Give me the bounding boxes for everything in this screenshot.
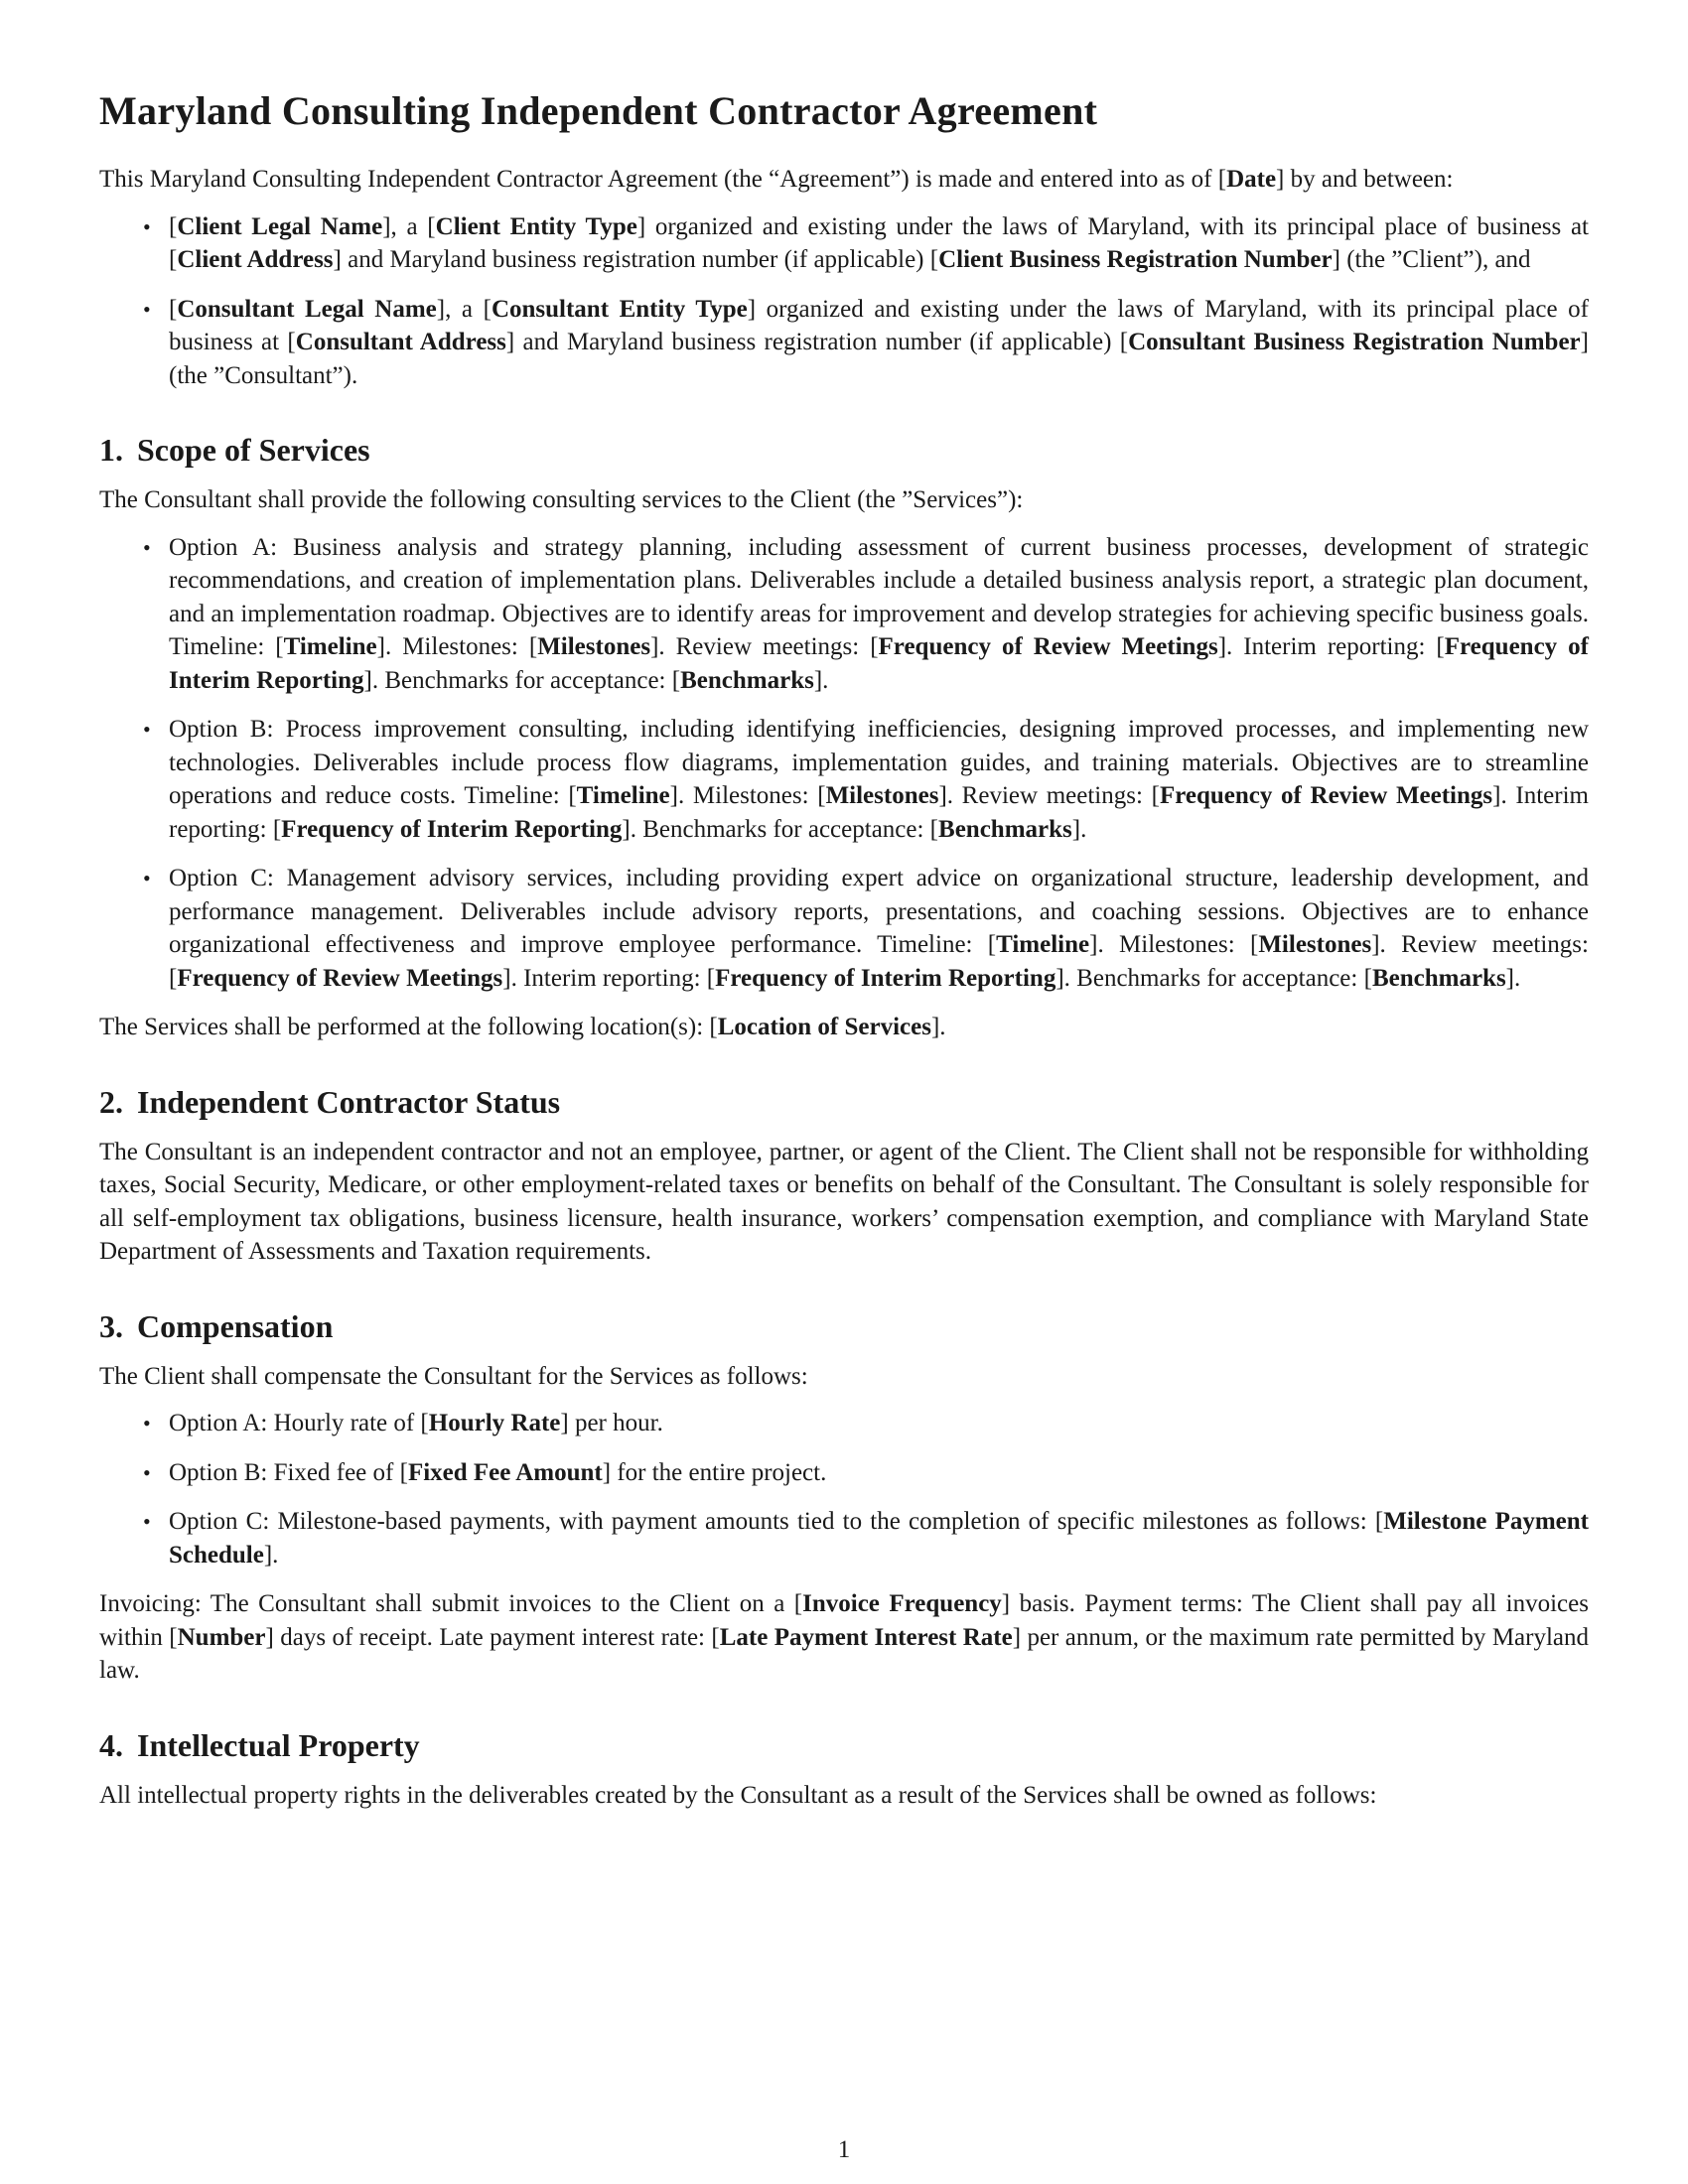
text: ] and Maryland business registration number (if applicable) [	[505, 329, 1129, 355]
text: ]. Interim reporting: [	[169, 782, 1589, 843]
option-description: Option B: Process improvement consulting, including identifying inefficiencies, designing improved processes, and implementing new technologies. Deliverables include process flow diagrams, implementation guides, and training materials. Objectives are to streamline operations and reduce costs. Timeline: [	[169, 716, 1589, 809]
services-location	[99, 1011, 1589, 1044]
section-heading-contractor-status	[99, 1082, 1589, 1122]
placeholder-timeline: Timeline	[283, 633, 377, 660]
section-number: 2.	[99, 1083, 123, 1120]
text: ] basis. Payment terms: The Client shall pay all invoices within [	[99, 1590, 1589, 1651]
text: ] organized and existing under the laws of Maryland, with its principal place of business at [	[169, 212, 1589, 273]
scope-options-list	[99, 531, 1589, 996]
placeholder-interim-reporting: Frequency of Interim Reporting	[715, 964, 1056, 992]
placeholder-fixed-fee: Fixed Fee Amount	[407, 1458, 603, 1486]
section-number: 3.	[99, 1307, 123, 1344]
intellectual-property-body: All intellectual property rights in the deliverables created by the Consultant as a result of the Services shall be owned as follows:	[99, 1781, 1377, 1809]
placeholder-milestones: Milestones	[1258, 931, 1372, 958]
compensation-option-a	[169, 1407, 1589, 1440]
text: ]. Review meetings: [	[650, 633, 879, 660]
section-title: Independent Contractor Status	[137, 1083, 561, 1120]
text: ]. Review meetings: [	[938, 782, 1160, 809]
contractor-status-body: The Consultant is an independent contractor and not an employee, partner, or agent of the Client. The Client shall not be responsible for withholding taxes, Social Security, Medicare, or other employment-related taxes or benefits on behalf of the Consultant. The Consultant is solely responsible for all self-employment tax obligations, business licensure, health insurance, workers’ compensation exemption, and compliance with Maryland State Department of Assessments and Taxation requirements.	[99, 1138, 1589, 1265]
placeholder-benchmarks: Benchmarks	[1371, 964, 1506, 992]
compensation-intro: The Client shall compensate the Consultant for the Services as follows:	[99, 1362, 808, 1390]
scope-intro: The Consultant shall provide the following consulting services to the Client (the ”Services”):	[99, 486, 1024, 513]
text: ]. Benchmarks for acceptance: [	[363, 666, 681, 694]
section-heading-compensation	[99, 1306, 1589, 1346]
placeholder-date: Date	[1226, 166, 1277, 193]
placeholder-benchmarks: Benchmarks	[680, 666, 814, 694]
text: [	[169, 212, 178, 240]
text: ].	[1505, 964, 1521, 992]
placeholder-interim-reporting: Frequency of Interim Reporting	[169, 633, 1590, 694]
placeholder-client-legal-name: Client Legal Name	[177, 212, 383, 240]
document-page	[99, 87, 1589, 1826]
placeholder-hourly-rate: Hourly Rate	[428, 1410, 561, 1436]
page-number: 1	[837, 2136, 851, 2163]
compensation-options-list	[99, 1407, 1589, 1571]
scope-option-a	[169, 531, 1589, 698]
text: ]. Milestones: [	[376, 633, 538, 660]
text: ] days of receipt. Late payment interest rate: [	[265, 1623, 720, 1651]
placeholder-milestones: Milestones	[537, 633, 651, 660]
party-client	[169, 210, 1589, 277]
text: ].	[813, 666, 829, 694]
placeholder-milestone-schedule: Milestone Payment Schedule	[169, 1508, 1590, 1569]
placeholder-client-address: Client Address	[177, 246, 334, 273]
text: Option C: Milestone-based payments, with payment amounts tied to the completion of specific milestones as follows: [	[169, 1508, 1384, 1535]
section-title: Scope of Services	[137, 432, 370, 468]
intro-text: This Maryland Consulting Independent Contractor Agreement (the “Agreement”) is made and entered into as of [	[99, 166, 1227, 193]
placeholder-client-registration: Client Business Registration Number	[938, 246, 1333, 273]
text: ]. Milestones: [	[669, 782, 826, 809]
scope-option-c	[169, 862, 1589, 995]
placeholder-benchmarks: Benchmarks	[938, 815, 1072, 843]
text: ], a [	[382, 212, 436, 240]
compensation-option-b	[169, 1456, 1589, 1490]
text: ].	[263, 1541, 279, 1569]
text: ].	[1071, 815, 1087, 843]
placeholder-review-meetings: Frequency of Review Meetings	[1159, 782, 1493, 809]
section-heading-scope	[99, 430, 1589, 470]
text: Option A: Hourly rate of [	[169, 1410, 429, 1436]
parties-list	[99, 210, 1589, 393]
text: ]. Interim reporting: [	[502, 964, 716, 992]
placeholder-client-entity-type: Client Entity Type	[435, 212, 637, 240]
text: ]. Benchmarks for acceptance: [	[1055, 964, 1372, 992]
section-number: 4.	[99, 1726, 123, 1763]
placeholder-invoice-frequency: Invoice Frequency	[802, 1590, 1002, 1617]
scope-option-b	[169, 713, 1589, 846]
intro-text: ] by and between:	[1276, 166, 1454, 193]
placeholder-consultant-entity-type: Consultant Entity Type	[491, 295, 748, 323]
option-description: Option C: Management advisory services, including providing expert advice on organizational structure, leadership development, and performance management. Deliverables include advisory reports, presentations, and coaching sessions. Objectives are to enhance organizational effectiveness and improve employee performance. Timeline: [	[169, 865, 1589, 958]
text: ]. Milestones: [	[1089, 931, 1259, 958]
section-title: Intellectual Property	[137, 1726, 420, 1763]
section-heading-intellectual-property	[99, 1725, 1589, 1765]
placeholder-review-meetings: Frequency of Review Meetings	[177, 964, 503, 992]
placeholder-consultant-registration: Consultant Business Registration Number	[1128, 329, 1581, 355]
document-title: Maryland Consulting Independent Contractor Agreement	[99, 88, 1098, 133]
placeholder-timeline: Timeline	[996, 931, 1090, 958]
text: Invoicing: The Consultant shall submit invoices to the Client on a [	[99, 1590, 803, 1617]
text: The Services shall be performed at the following location(s): [	[99, 1014, 718, 1040]
text: ] for the entire project.	[602, 1458, 827, 1486]
text: ].	[930, 1014, 946, 1040]
option-description: Option A: Business analysis and strategy planning, including assessment of current business processes, development of strategic recommendations, and creation of implementation plans. Deliverables include a detailed business analysis report, a strategic plan document, and an implementation roadmap. Objectives are to identify areas for improvement and develop strategies for achieving specific business goals. Timeline: [	[169, 533, 1589, 660]
text: ] per hour.	[560, 1410, 663, 1436]
invoicing-paragraph	[99, 1587, 1589, 1688]
text: ] and Maryland business registration number (if applicable) [	[333, 246, 939, 273]
text: ]. Benchmarks for acceptance: [	[622, 815, 939, 843]
text: ]. Interim reporting: [	[1217, 633, 1445, 660]
placeholder-number: Number	[177, 1623, 266, 1651]
placeholder-review-meetings: Frequency of Review Meetings	[878, 633, 1218, 660]
placeholder-late-interest-rate: Late Payment Interest Rate	[719, 1623, 1013, 1651]
placeholder-timeline: Timeline	[576, 782, 670, 809]
text: ] (the ”Client”), and	[1332, 246, 1531, 273]
section-number: 1.	[99, 432, 123, 468]
placeholder-location: Location of Services	[717, 1014, 931, 1040]
text: ] organized and existing under the laws of Maryland, with its principal place of business at [	[169, 295, 1589, 355]
text: ] per annum, or the maximum rate permitted by Maryland law.	[99, 1623, 1590, 1684]
placeholder-consultant-legal-name: Consultant Legal Name	[177, 295, 437, 323]
text: ]. Review meetings: [	[169, 931, 1589, 992]
placeholder-consultant-address: Consultant Address	[295, 329, 506, 355]
placeholder-milestones: Milestones	[825, 782, 939, 809]
party-consultant	[169, 293, 1589, 393]
section-title: Compensation	[137, 1307, 334, 1344]
text: ], a [	[436, 295, 492, 323]
text: [	[169, 295, 178, 323]
intro-paragraph	[99, 163, 1589, 197]
text: ] (the ”Consultant”).	[169, 329, 1589, 389]
placeholder-interim-reporting: Frequency of Interim Reporting	[281, 815, 623, 843]
text: Option B: Fixed fee of [	[169, 1458, 408, 1486]
compensation-option-c	[169, 1505, 1589, 1571]
